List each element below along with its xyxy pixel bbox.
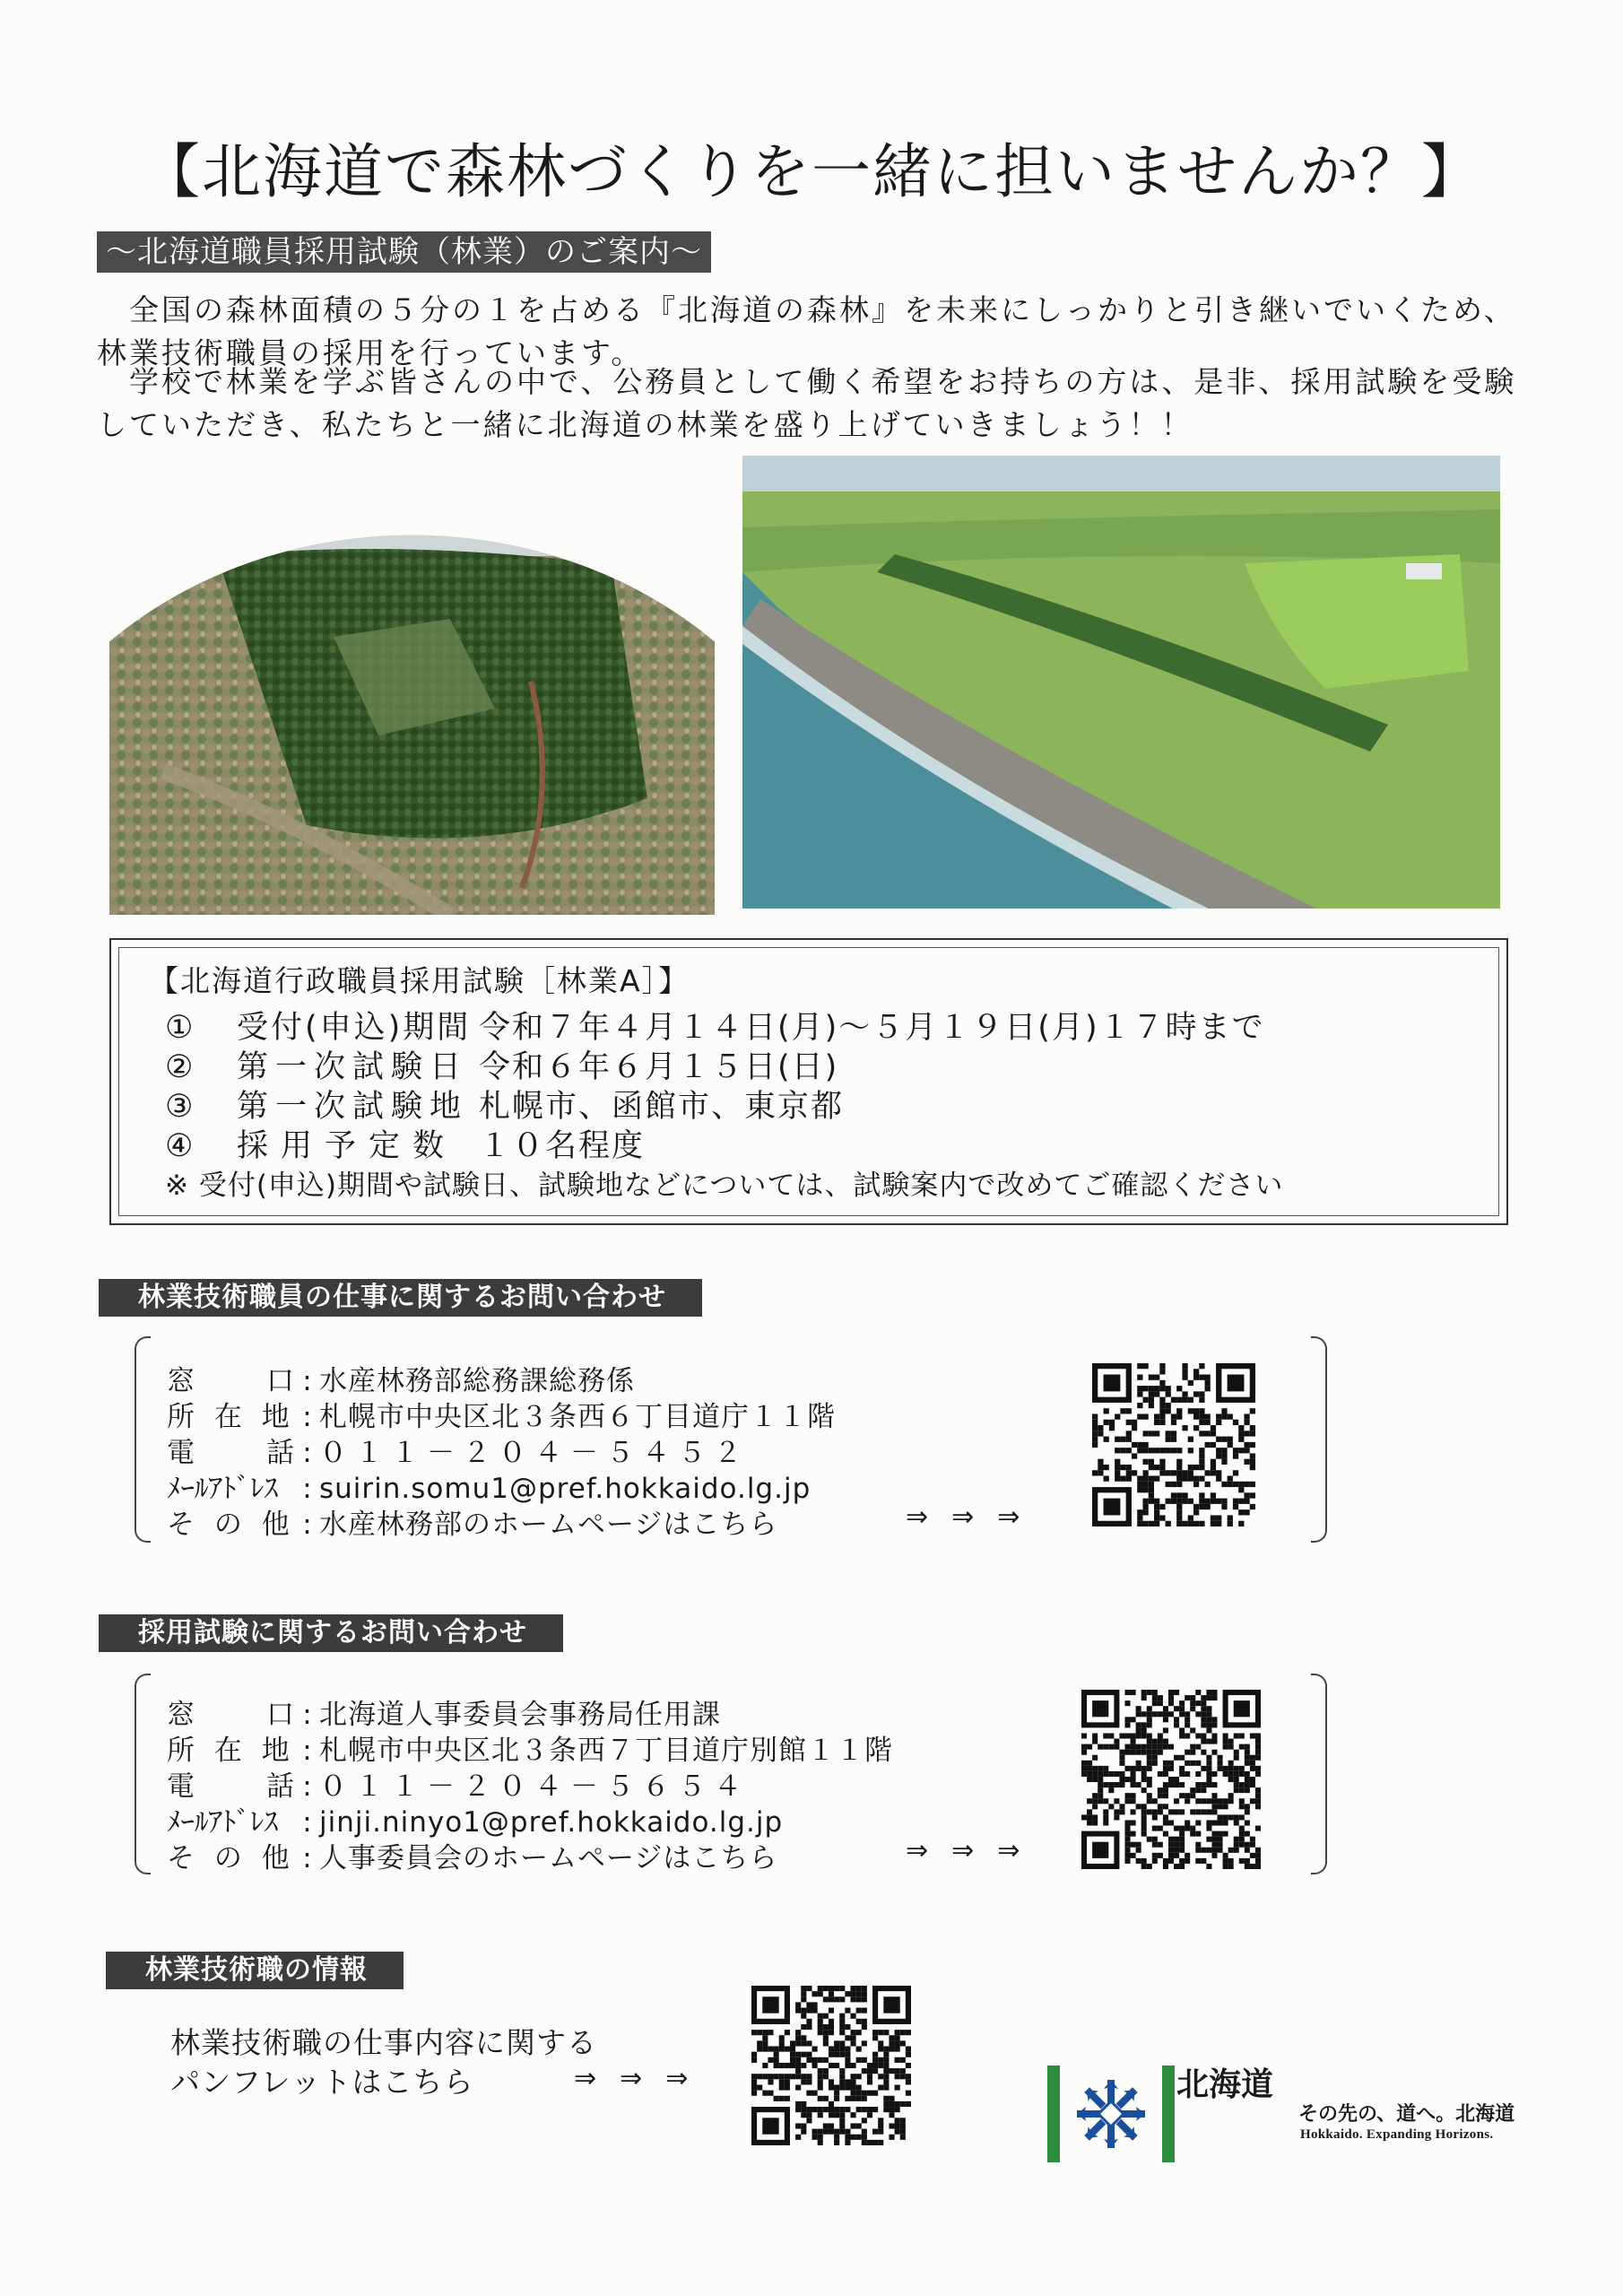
coastline-aerial-photo <box>742 456 1500 909</box>
contact-value: 人事委員会のホームページはこちら <box>319 1842 778 1874</box>
contact-value: 札幌市中央区北３条西７丁目道庁別館１１階 <box>319 1735 893 1767</box>
contact-key: そ の 他 <box>167 1842 295 1874</box>
logo-name: 北海道 <box>1176 2066 1274 2102</box>
contact-key: 電 話 <box>167 1770 299 1803</box>
forest-aerial-photo <box>109 502 715 915</box>
contact1-arrows: ⇒⇒⇒ <box>906 1501 1044 1533</box>
contact1-heading: 林業技術職員の仕事に関するお問い合わせ <box>99 1279 702 1317</box>
contact2-row-window: 窓 口 : 北海道人事委員会事務局任用課 <box>167 1692 721 1732</box>
info-text <box>170 2023 597 2102</box>
contact-key: 所 在 地 <box>167 1401 295 1433</box>
exam-row-application-period <box>165 1003 1265 1048</box>
bracket-right <box>1311 1336 1327 1543</box>
exam-row-value: 札幌市、函館市、東京都 <box>479 1089 845 1125</box>
bracket-left <box>135 1336 151 1543</box>
contact-value: 札幌市中央区北３条西６丁目道庁１１階 <box>319 1401 836 1433</box>
contact1-row-address: 所 在 地 : 札幌市中央区北３条西６丁目道庁１１階 <box>167 1394 836 1434</box>
contact2-heading: 採用試験に関するお問い合わせ <box>99 1614 563 1652</box>
info-line-1: 林業技術職の仕事内容に関する <box>170 2025 597 2060</box>
contact1-row-other: そ の 他 : 水産林務部のホームページはこちら <box>167 1501 777 1542</box>
contact2-arrows: ⇒⇒⇒ <box>906 1835 1044 1866</box>
exam-row-label: 第一次試験日 <box>237 1049 469 1085</box>
exam-row-number: ① <box>165 1010 195 1046</box>
contact-key: ﾒｰﾙｱﾄﾞﾚｽ <box>167 1473 278 1505</box>
contact2-email-link[interactable]: jinji.ninyo1@pref.hokkaido.lg.jp <box>319 1806 784 1839</box>
contact2-row-phone: 電 話 : ０１１－２０４－５６５４ <box>167 1763 750 1804</box>
info-heading: 林業技術職の情報 <box>106 1952 404 1989</box>
exam-row-label: 採用予定数 <box>237 1128 457 1164</box>
exam-info-box <box>109 938 1508 1225</box>
exam-title: 【北海道行政職員採用試験［林業A］】 <box>149 963 690 998</box>
subtitle-banner: ～北海道職員採用試験（林業）のご案内～ <box>97 231 711 273</box>
exam-row-value: 令和７年４月１４日(月)～５月１９日(月)１７時まで <box>479 1010 1265 1046</box>
exam-row-first-exam-location <box>165 1082 844 1126</box>
contact-key: 電 話 <box>167 1437 299 1469</box>
contact2-row-other: そ の 他 : 人事委員会のホームページはこちら <box>167 1835 777 1875</box>
logo-tagline-jp: その先の、道へ。北海道 <box>1298 2102 1515 2125</box>
contact-value: 水産林務部のホームページはこちら <box>319 1509 778 1541</box>
exam-row-label: 受付(申込)期間 <box>237 1010 472 1046</box>
info-arrows: ⇒⇒⇒ <box>574 2063 712 2094</box>
contact-key: ﾒｰﾙｱﾄﾞﾚｽ <box>167 1806 278 1839</box>
contact-key: そ の 他 <box>167 1509 295 1541</box>
exam-row-number: ③ <box>165 1089 195 1125</box>
qr-code-pamphlet[interactable] <box>751 1986 911 2149</box>
contact1-row-window: 窓 口 : 水産林務部総務課総務係 <box>167 1358 635 1398</box>
page-title: 【北海道で森林づくりを一緒に担いませんか？】 <box>141 137 1482 206</box>
contact-key: 窓 口 <box>167 1365 299 1397</box>
qr-code-suirin-homepage[interactable] <box>1092 1363 1255 1530</box>
info-line-2: パンフレットはこちら <box>170 2065 474 2100</box>
exam-note: ※ 受付(申込)期間や試験日、試験地などについては、試験案内で改めてご確認ください <box>165 1170 1284 1202</box>
exam-row-value: １０名程度 <box>479 1128 646 1164</box>
exam-row-planned-hires <box>165 1121 645 1166</box>
contact1-row-phone: 電 話 : ０１１－２０４－５４５２ <box>167 1430 750 1470</box>
contact2-row-email: ﾒｰﾙｱﾄﾞﾚｽ : jinji.ninyo1@pref.hokkaido.lg.jp <box>167 1799 783 1839</box>
exam-row-number: ④ <box>165 1128 195 1164</box>
contact-value: 水産林務部総務課総務係 <box>319 1365 635 1397</box>
bracket-right <box>1311 1674 1327 1874</box>
contact-value: 北海道人事委員会事務局任用課 <box>319 1699 721 1731</box>
qr-code-jinji-homepage[interactable] <box>1081 1690 1261 1873</box>
intro-paragraph-2: 学校で林業を学ぶ皆さんの中で、公務員として働く希望をお持ちの方は、是非、採用試験を受験していただき、私たちと一緒に北海道の林業を盛り上げていきましょう！！ <box>97 364 1517 442</box>
contact-phone: ０１１－２０４－５６５４ <box>319 1770 750 1803</box>
contact2-row-address: 所 在 地 : 札幌市中央区北３条西７丁目道庁別館１１階 <box>167 1727 893 1768</box>
exam-row-value: 令和６年６月１５日(日) <box>479 1049 839 1085</box>
intro-paragraph-1: 全国の森林面積の５分の１を占める『北海道の森林』を未来にしっかりと引き継いでいくため、林業技術職員の採用を行っています。 <box>97 292 1516 370</box>
contact1-email-link[interactable]: suirin.somu1@pref.hokkaido.lg.jp <box>319 1473 812 1505</box>
exam-row-first-exam-date <box>165 1042 838 1087</box>
logo-tagline-en: Hokkaido. Expanding Horizons. <box>1300 2127 1494 2142</box>
contact-key: 所 在 地 <box>167 1735 295 1767</box>
hokkaido-logo-icon <box>1047 2066 1175 2162</box>
bracket-left <box>135 1674 151 1874</box>
contact-phone: ０１１－２０４－５４５２ <box>319 1437 750 1469</box>
exam-row-label: 第一次試験地 <box>237 1089 469 1125</box>
contact-key: 窓 口 <box>167 1699 299 1731</box>
exam-row-number: ② <box>165 1049 195 1085</box>
contact1-row-email: ﾒｰﾙｱﾄﾞﾚｽ : suirin.somu1@pref.hokkaido.lg.jp <box>167 1465 811 1506</box>
